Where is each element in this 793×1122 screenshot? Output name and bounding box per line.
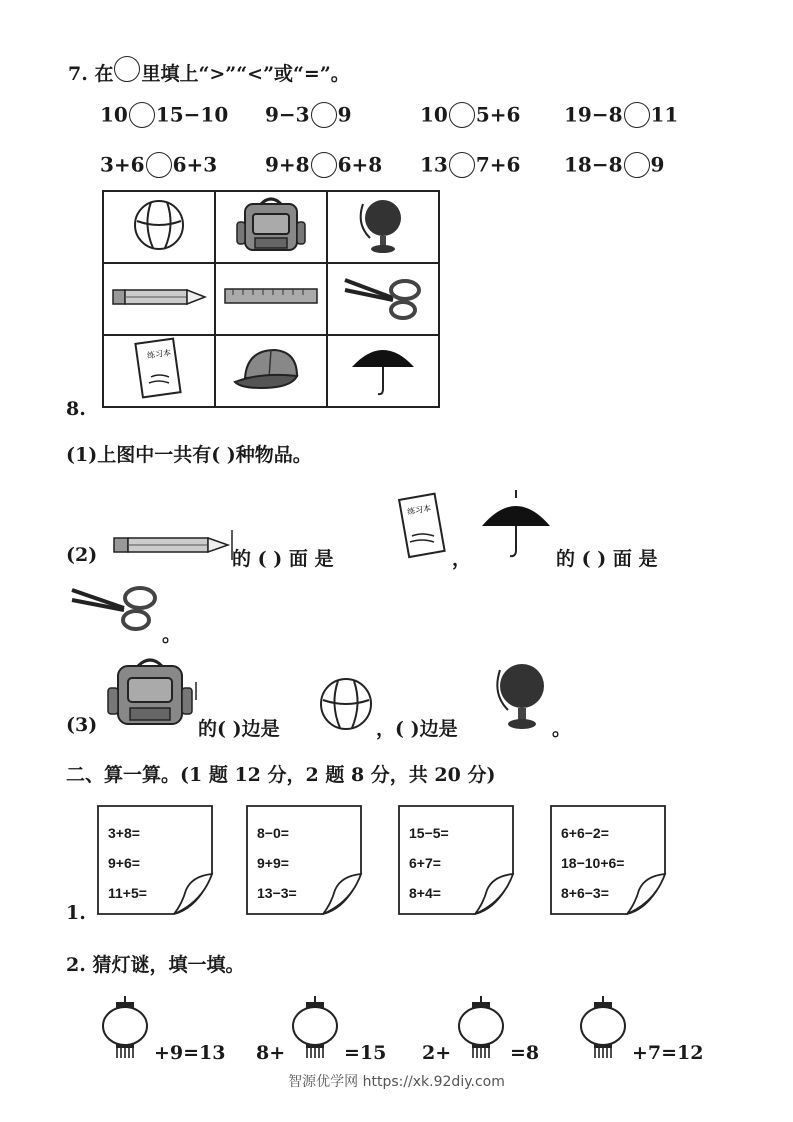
q8-part2-a: 的 ( ) 面 是 (232, 548, 334, 570)
q8-part2-label: (2) (66, 544, 98, 566)
basketball-icon (318, 676, 374, 732)
exercise-note (549, 804, 667, 916)
q8-part1: (1)上图中一共有( )种物品。 (66, 444, 312, 466)
lantern-suffix: +7=12 (632, 1042, 704, 1064)
grid-cell (215, 191, 327, 263)
comparison-left: 19−8 (564, 102, 623, 127)
backpack-icon (231, 194, 311, 256)
exercise-note (96, 804, 214, 916)
notebook-icon (131, 337, 187, 401)
pencil-icon (110, 530, 234, 560)
scissors-icon (341, 274, 425, 320)
answer-circle[interactable] (624, 152, 650, 178)
exercise-note (245, 804, 363, 916)
basketball-icon (129, 195, 189, 255)
grid-cell (215, 335, 327, 407)
q2-title: 2. 猜灯谜，填一填。 (66, 954, 245, 976)
watermark-footer: 智源优学网 https://xk.92diy.com (288, 1074, 505, 1090)
comparison-left: 3+6 (100, 152, 145, 177)
comparison-left: 10 (420, 102, 448, 127)
comparison-item (564, 101, 678, 128)
note-equations (561, 818, 624, 908)
comparison-item (420, 151, 520, 178)
answer-circle[interactable] (146, 152, 172, 178)
comparison-left: 13 (420, 152, 448, 177)
lantern-icon[interactable] (578, 996, 628, 1060)
cap-icon (231, 344, 311, 394)
comparison-left: 18−8 (564, 152, 623, 177)
ruler-icon (223, 285, 319, 309)
comparison-right: 6+8 (337, 152, 383, 177)
comparison-item (564, 151, 664, 178)
q8-part2-comma: ， (452, 548, 472, 570)
equation[interactable]: 13−3= (257, 885, 297, 901)
q8-part3-label: (3) (66, 714, 98, 736)
q7-title: 7. 在 里填上“>”“<”或“=”。 (68, 56, 350, 86)
equation[interactable]: 6+7= (409, 855, 441, 871)
lantern-prefix: 2+ (422, 1042, 452, 1064)
notebook-label: 练习本 (146, 348, 172, 361)
equation[interactable]: 9+6= (108, 855, 140, 871)
equation[interactable]: 8+4= (409, 885, 441, 901)
answer-circle[interactable] (624, 102, 650, 128)
comparison-left: 10 (100, 102, 128, 127)
globe-icon (496, 660, 548, 732)
backpack-icon (102, 654, 198, 730)
lantern-suffix: +9=13 (154, 1042, 226, 1064)
grid-cell (215, 263, 327, 335)
scissors-icon (68, 582, 160, 632)
answer-circle[interactable] (449, 102, 475, 128)
comparison-item (100, 151, 217, 178)
comparison-right: 11 (650, 102, 679, 127)
equation[interactable]: 15−5= (409, 825, 449, 841)
q8-part3-a: 的( )边是 (198, 718, 280, 740)
equation[interactable]: 8+6−3= (561, 885, 609, 901)
equation[interactable]: 6+6−2= (561, 825, 609, 841)
notebook-label: 练习本 (406, 503, 432, 517)
note-equations (409, 818, 449, 908)
lantern-icon[interactable] (290, 996, 340, 1060)
lantern-suffix: =8 (510, 1042, 540, 1064)
comparison-right: 5+6 (475, 102, 521, 127)
comparison-item (265, 101, 352, 128)
q8-part2-end: 。 (162, 624, 182, 646)
grid-cell (103, 335, 215, 407)
comparison-right: 9 (337, 102, 352, 127)
comparison-right: 15−10 (155, 102, 229, 127)
answer-circle[interactable] (449, 152, 475, 178)
equation[interactable]: 9+9= (257, 855, 289, 871)
lantern-suffix: =15 (344, 1042, 387, 1064)
answer-circle[interactable] (129, 102, 155, 128)
comparison-right: 7+6 (475, 152, 521, 177)
comparison-right: 9 (650, 152, 665, 177)
equation[interactable]: 3+8= (108, 825, 140, 841)
grid-cell (327, 191, 439, 263)
comparison-right: 6+3 (172, 152, 218, 177)
equation[interactable]: 18−10+6= (561, 855, 625, 871)
notebook-icon (398, 490, 450, 562)
grid-cell (327, 263, 439, 335)
comparison-left: 9−3 (265, 102, 310, 127)
grid-cell (103, 263, 215, 335)
umbrella-icon (348, 339, 418, 399)
note-equations (108, 818, 147, 908)
exercise-note (397, 804, 515, 916)
blank-circle[interactable] (114, 56, 140, 82)
lantern-icon[interactable] (100, 996, 150, 1060)
section2-title: 二、算一算。(1 题 12 分，2 题 8 分，共 20 分) (66, 764, 496, 786)
comparison-item (265, 151, 382, 178)
answer-circle[interactable] (311, 102, 337, 128)
q1-label: 1. (66, 902, 86, 924)
note-equations (257, 818, 297, 908)
lantern-icon[interactable] (456, 996, 506, 1060)
comparison-item (420, 101, 520, 128)
pencil-icon (109, 282, 209, 312)
equation[interactable]: 8−0= (257, 825, 289, 841)
globe-icon (358, 194, 408, 256)
q8-part2-b: 的 ( ) 面 是 (556, 548, 658, 570)
comparison-item (100, 101, 228, 128)
grid-cell (103, 191, 215, 263)
q8-part3-end: 。 (552, 718, 572, 740)
lantern-prefix: 8+ (256, 1042, 286, 1064)
items-grid (102, 190, 440, 408)
umbrella-icon (478, 490, 554, 560)
answer-circle[interactable] (311, 152, 337, 178)
equation[interactable]: 11+5= (108, 885, 147, 901)
q8-label: 8. (66, 398, 86, 420)
grid-cell (327, 335, 439, 407)
q8-part3-b: ，( )边是 (376, 718, 458, 740)
comparison-left: 9+8 (265, 152, 310, 177)
